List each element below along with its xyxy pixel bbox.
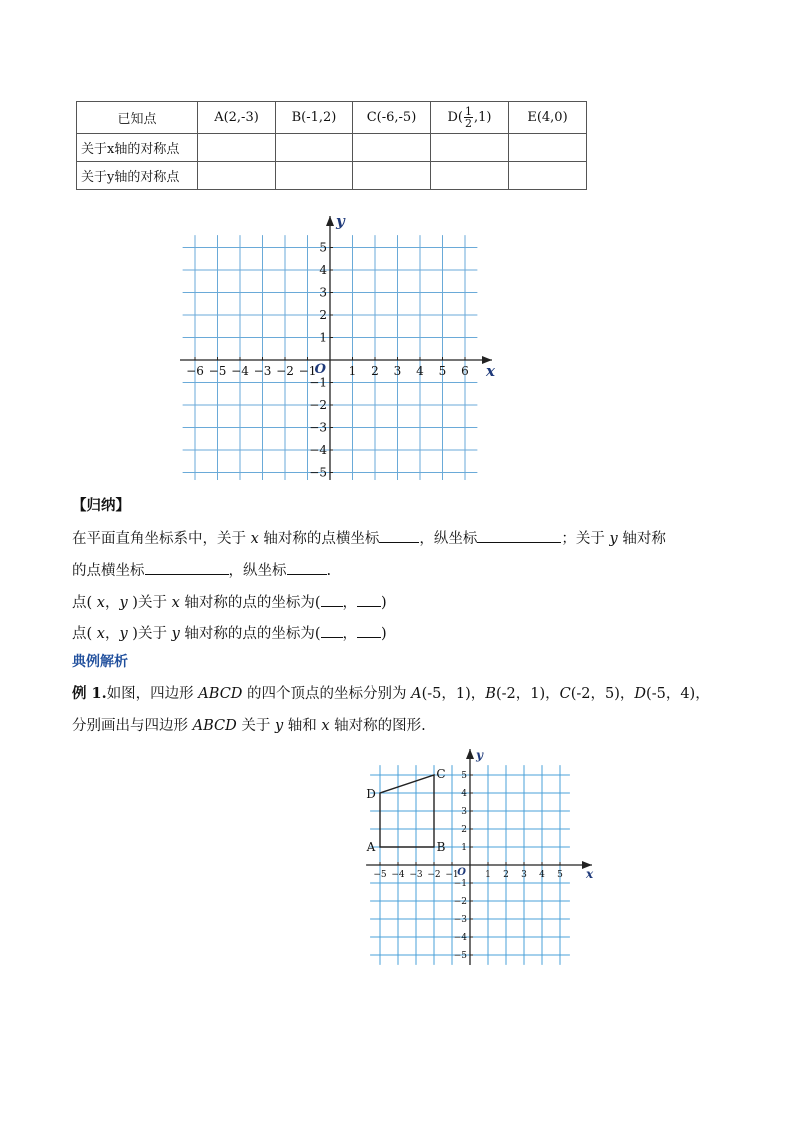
var-x: x bbox=[171, 595, 180, 611]
y-tick-label: −1 bbox=[309, 375, 327, 390]
text-span: ， bbox=[342, 626, 358, 642]
answer-cell bbox=[353, 162, 431, 190]
text-span: 分别画出与四边形 bbox=[72, 718, 188, 734]
vertex-label: D bbox=[366, 787, 376, 801]
text-span: ) bbox=[381, 626, 387, 642]
x-tick-label: −2 bbox=[427, 870, 441, 880]
blank-line bbox=[321, 590, 343, 607]
y-tick-label: 3 bbox=[461, 807, 467, 818]
answer-cell bbox=[276, 162, 353, 190]
summary-line-2 bbox=[72, 558, 331, 581]
x-tick-label: −2 bbox=[276, 364, 294, 378]
text-span: ，纵坐标 bbox=[419, 531, 478, 547]
d-prefix: D( bbox=[447, 110, 463, 125]
x-axis-label: x bbox=[586, 867, 594, 881]
blank-line bbox=[145, 558, 229, 575]
var-y: y bbox=[119, 595, 128, 611]
blank-line bbox=[287, 558, 327, 575]
text-span: )关于 bbox=[132, 595, 167, 611]
y-axis-label: y bbox=[476, 748, 483, 762]
x-tick-label: 1 bbox=[485, 870, 491, 880]
text-span: ， bbox=[104, 626, 120, 642]
table-header-cell: C(-6,-5) bbox=[353, 102, 431, 134]
quad-name: ABCD bbox=[198, 686, 243, 702]
blank-line bbox=[357, 621, 381, 638]
x-tick-label: 1 bbox=[348, 364, 357, 378]
table-header-cell: B(-1,2) bbox=[276, 102, 353, 134]
var-y: y bbox=[119, 626, 128, 642]
y-tick-label: −4 bbox=[453, 933, 467, 944]
text-span: 如图，四边形 bbox=[106, 686, 194, 702]
symmetry-table bbox=[76, 101, 587, 190]
blank-line bbox=[379, 526, 419, 543]
table-header-cell-d bbox=[431, 102, 509, 134]
y-tick-label: 3 bbox=[319, 285, 327, 300]
text-span: 轴对称的点的坐标为( bbox=[184, 595, 321, 611]
var-y: y bbox=[171, 626, 180, 642]
coordinate-grid-1 bbox=[180, 210, 500, 480]
quad-name: ABCD bbox=[192, 718, 237, 734]
point-label: C bbox=[559, 686, 571, 702]
answer-cell bbox=[431, 134, 509, 162]
var-x: x bbox=[321, 718, 330, 734]
x-tick-label: −4 bbox=[231, 364, 249, 378]
answer-cell bbox=[353, 134, 431, 162]
y-tick-label: 2 bbox=[461, 825, 467, 836]
y-tick-label: 2 bbox=[319, 308, 327, 323]
x-tick-label: −4 bbox=[391, 870, 405, 880]
origin-label: O bbox=[314, 362, 326, 377]
example-line-2 bbox=[72, 716, 426, 736]
y-tick-label: −3 bbox=[309, 420, 327, 435]
point-label: A bbox=[411, 686, 422, 702]
text-span: . bbox=[326, 563, 332, 579]
coord-text: (-2，1)， bbox=[495, 686, 560, 702]
y-tick-label: 5 bbox=[461, 771, 467, 782]
x-tick-label: 5 bbox=[557, 870, 563, 880]
section-title: 典例解析 bbox=[72, 654, 128, 670]
text-span: 关于 bbox=[241, 718, 271, 734]
answer-cell bbox=[198, 162, 276, 190]
text-span: 轴对称 bbox=[622, 531, 666, 547]
coord-text: (-2，5)， bbox=[570, 686, 635, 702]
text-span: )关于 bbox=[132, 626, 167, 642]
y-tick-label: −3 bbox=[453, 915, 467, 926]
vertex-label: B bbox=[436, 840, 446, 854]
d-fraction bbox=[464, 106, 473, 129]
y-tick-label: −1 bbox=[453, 879, 467, 890]
y-tick-label: 4 bbox=[461, 789, 467, 800]
x-tick-label: −5 bbox=[208, 364, 227, 378]
x-tick-label: 2 bbox=[371, 364, 379, 378]
x-axis-label: x bbox=[486, 362, 495, 380]
text-span: 轴对称的点横坐标 bbox=[263, 531, 380, 547]
d-suffix: ,1) bbox=[474, 110, 492, 125]
answer-cell bbox=[509, 162, 587, 190]
row-label: 关于x轴的对称点 bbox=[77, 134, 198, 162]
table-row bbox=[77, 162, 587, 190]
text-span: 轴对称的点的坐标为( bbox=[184, 626, 321, 642]
point-label: B bbox=[485, 686, 496, 702]
summary-line-3 bbox=[72, 590, 387, 613]
y-tick-label: 1 bbox=[319, 330, 327, 345]
fraction-denominator: 2 bbox=[465, 117, 472, 130]
var-x: x bbox=[96, 626, 105, 642]
x-tick-label: −3 bbox=[253, 364, 272, 378]
summary-heading: 【归纳】 bbox=[72, 497, 130, 514]
x-tick-label: −1 bbox=[445, 870, 459, 880]
x-tick-label: 2 bbox=[503, 870, 509, 880]
text-span: ， bbox=[104, 595, 120, 611]
coord-text: (-5，1)， bbox=[421, 686, 486, 702]
text-span: 在平面直角坐标系中，关于 bbox=[72, 531, 246, 547]
y-tick-label: −4 bbox=[309, 443, 327, 458]
y-tick-label: −2 bbox=[453, 897, 467, 908]
answer-cell bbox=[276, 134, 353, 162]
coord-text: (-5，4)， bbox=[646, 686, 710, 702]
answer-cell bbox=[509, 134, 587, 162]
text-span: ；关于 bbox=[561, 531, 605, 547]
example-line-1 bbox=[72, 684, 710, 704]
text-span: 轴对称的图形. bbox=[334, 718, 426, 734]
blank-line bbox=[477, 526, 561, 543]
summary-line-1 bbox=[72, 526, 666, 549]
y-axis-arrow bbox=[326, 216, 334, 226]
text-span: 点( bbox=[72, 626, 93, 642]
x-tick-label: 4 bbox=[416, 364, 424, 378]
x-tick-label: 4 bbox=[539, 870, 545, 880]
x-tick-label: 3 bbox=[393, 364, 402, 378]
blank-line bbox=[321, 621, 343, 638]
x-tick-label: −1 bbox=[298, 364, 317, 378]
x-tick-label: 5 bbox=[438, 364, 447, 378]
table-header-cell: E(4,0) bbox=[509, 102, 587, 134]
x-tick-label: −6 bbox=[186, 364, 204, 378]
blank-line bbox=[357, 590, 381, 607]
x-tick-label: −3 bbox=[409, 870, 423, 880]
answer-cell bbox=[198, 134, 276, 162]
summary-line-4 bbox=[72, 621, 387, 644]
y-tick-label: 4 bbox=[319, 263, 327, 278]
table-row bbox=[77, 134, 587, 162]
y-tick-label: −2 bbox=[309, 398, 327, 413]
var-y: y bbox=[274, 718, 284, 734]
y-tick-label: 5 bbox=[319, 240, 327, 255]
row-label: 关于y轴的对称点 bbox=[77, 162, 198, 190]
coordinate-grid-2 bbox=[360, 745, 600, 965]
var-x: x bbox=[250, 531, 259, 547]
fraction-numerator: 1 bbox=[465, 105, 472, 118]
vertex-label: A bbox=[366, 840, 376, 854]
x-tick-label: 6 bbox=[461, 364, 469, 378]
text-span: ， bbox=[342, 595, 358, 611]
text-span: 的四个顶点的坐标分别为 bbox=[247, 686, 407, 702]
text-span: ，纵坐标 bbox=[228, 563, 287, 579]
example-label: 例 1. bbox=[72, 685, 107, 702]
var-x: x bbox=[96, 595, 105, 611]
table-header-cell: 已知点 bbox=[77, 102, 198, 134]
x-tick-label: −5 bbox=[373, 870, 387, 880]
y-tick-label: −5 bbox=[309, 465, 327, 480]
var-y: y bbox=[609, 531, 618, 547]
y-tick-label: 1 bbox=[461, 843, 467, 854]
origin-label: O bbox=[457, 867, 466, 878]
answer-cell bbox=[431, 162, 509, 190]
text-span: 的点横坐标 bbox=[72, 563, 145, 579]
text-span: ) bbox=[381, 595, 387, 611]
y-tick-label: −5 bbox=[453, 951, 467, 962]
table-header-cell: A(2,-3) bbox=[198, 102, 276, 134]
x-tick-label: 3 bbox=[521, 870, 527, 880]
y-axis-arrow bbox=[466, 749, 474, 759]
text-span: 轴和 bbox=[287, 718, 317, 734]
point-label: D bbox=[634, 686, 647, 702]
y-axis-label: y bbox=[336, 212, 345, 230]
vertex-label: C bbox=[436, 767, 446, 781]
text-span: 点( bbox=[72, 595, 93, 611]
table-header-row bbox=[77, 102, 587, 134]
